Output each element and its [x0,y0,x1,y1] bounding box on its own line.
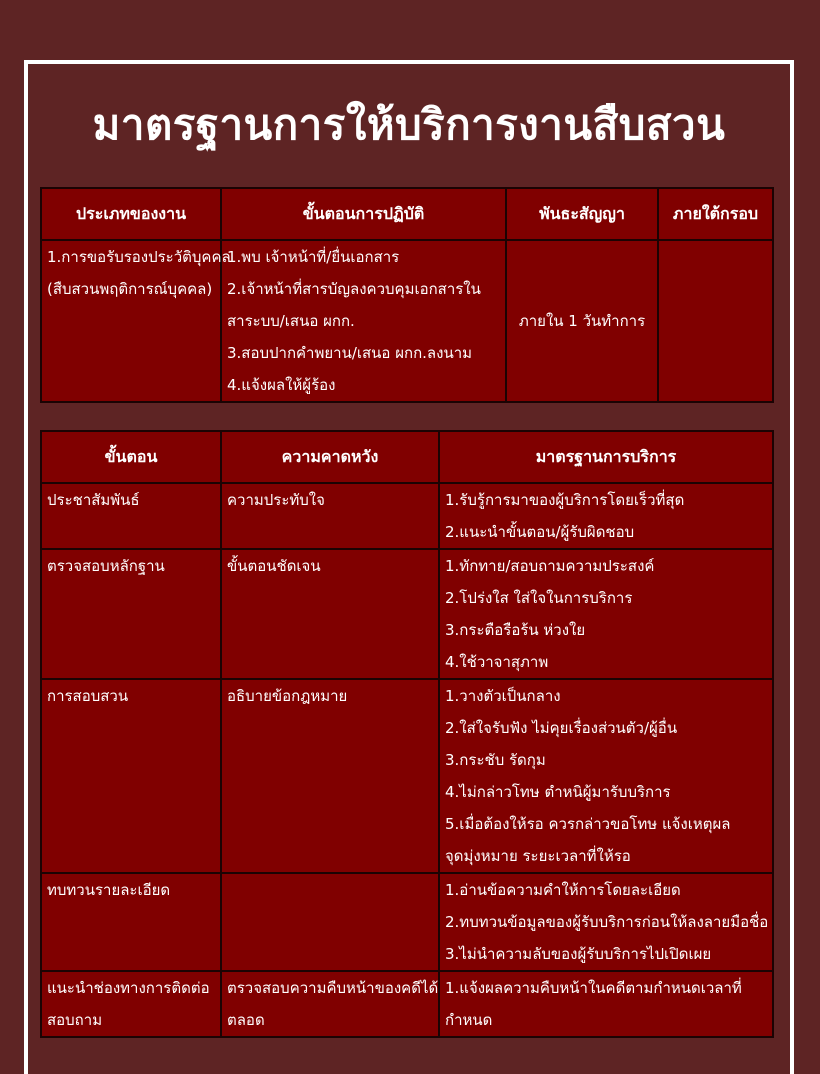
cell-line: 1.แจ้งผลความคืบหน้าในคดีตามกำหนดเวลาที่ [445,979,742,997]
cell-line: แนะนำช่องทางการติดต่อ [47,979,210,997]
cell-step [41,679,221,873]
cell-procedure [221,240,506,402]
header-step: ขั้นตอน [41,431,221,483]
cell-line: 3.กระชับ รัดกุม [445,751,546,769]
cell-work-type [41,240,231,402]
cell-step [41,549,221,679]
cell-line: สาระบบ/เสนอ ผกก. [227,312,355,330]
cell-line: 1.พบ เจ้าหน้าที่/ยื่นเอกสาร [227,248,400,266]
cell-line: ภายใน 1 วันทำการ [518,312,646,330]
cell-line: ขั้นตอนชัดเจน [227,557,321,575]
table-row [41,549,773,679]
cell-line: 4.แจ้งผลให้ผู้ร้อง [227,376,336,394]
cell-line: อธิบายข้อกฎหมาย [227,687,348,705]
cell-step [41,483,221,549]
cell-standard [439,971,773,1037]
cell-line: 2.แนะนำขั้นตอน/ผู้รับผิดชอบ [445,523,635,541]
cell-line: 2.ใส่ใจรับฟัง ไม่คุยเรื่องส่วนตัว/ผู้อื่น [445,719,678,737]
cell-expectation [221,679,439,873]
content-frame [24,60,794,1074]
cell-line: ตรวจสอบความคืบหน้าของคดีได้ [227,979,439,997]
header-procedure: ขั้นตอนการปฏิบัติ [221,188,506,240]
table-row [41,971,773,1037]
cell-line: 5.เมื่อต้องให้รอ ควรกล่าวขอโทษ แจ้งเหตุผล [445,815,731,833]
cell-commitment [506,240,658,402]
cell-line: 2.ทบทวนข้อมูลของผู้รับบริการก่อนให้ลงลายมือชื่อ [445,913,769,931]
cell-line: 1.ทักทาย/สอบถามความประสงค์ [445,557,655,575]
cell-line: กำหนด [445,1011,493,1029]
cell-line: การสอบสวน [47,687,129,705]
cell-line: 1.รับรู้การมาของผู้บริการโดยเร็วที่สุด [445,491,685,509]
cell-line: 3.ไม่นำความลับของผู้รับบริการไปเปิดเผย [445,945,712,963]
cell-framework [658,240,773,402]
table-row [41,483,773,549]
header-work-type: ประเภทของงาน [41,188,221,240]
table-row [41,873,773,971]
cell-line: ความประทับใจ [227,491,325,509]
cell-expectation [221,549,439,679]
cell-line: 2.เจ้าหน้าที่สารบัญลงควบคุมเอกสารใน [227,280,481,298]
cell-line: 4.ใช้วาจาสุภาพ [445,653,549,671]
table-row [41,240,773,402]
cell-line: 1.การขอรับรองประวัติบุคคล [47,248,231,266]
cell-standard [439,873,773,971]
cell-line: 3.สอบปากคำพยาน/เสนอ ผกก.ลงนาม [227,344,473,362]
table-row [41,679,773,873]
cell-line: 1.อ่านข้อความคำให้การโดยละเอียด [445,881,681,899]
header-standard: มาตรฐานการบริการ [439,431,773,483]
cell-line: จุดมุ่งหมาย ระยะเวลาที่ให้รอ [445,847,631,865]
cell-line: ตลอด [227,1011,265,1029]
cell-line: ทบทวนรายละเอียด [47,881,171,899]
cell-line: (สืบสวนพฤติการณ์บุคคล) [47,280,213,298]
cell-standard [439,549,773,679]
cell-expectation [221,971,439,1037]
cell-line: ประชาสัมพันธ์ [47,491,140,509]
table-header-row [41,188,773,240]
table-header-row [41,431,773,483]
service-standard-table [40,430,774,1038]
standard-table-body [41,483,773,1037]
service-commitment-table [40,187,774,403]
cell-step [41,971,221,1037]
cell-standard [439,483,773,549]
page-title: มาตรฐานการให้บริการงานสืบสวน [92,100,726,149]
cell-line: ตรวจสอบหลักฐาน [47,557,165,575]
header-framework: ภายใต้กรอบ [658,188,773,240]
cell-line: สอบถาม [47,1011,103,1029]
cell-standard [439,679,773,873]
cell-line: 1.วางตัวเป็นกลาง [445,687,561,705]
cell-line: 2.โปร่งใส ใส่ใจในการบริการ [445,589,633,607]
cell-step [41,873,221,971]
header-expectation: ความคาดหวัง [221,431,439,483]
cell-expectation [221,873,439,971]
header-commitment: พันธะสัญญา [506,188,658,240]
cell-line: 4.ไม่กล่าวโทษ ตำหนิผู้มารับบริการ [445,783,671,801]
cell-expectation [221,483,439,549]
cell-line: 3.กระตือรือร้น ห่วงใย [445,621,586,639]
